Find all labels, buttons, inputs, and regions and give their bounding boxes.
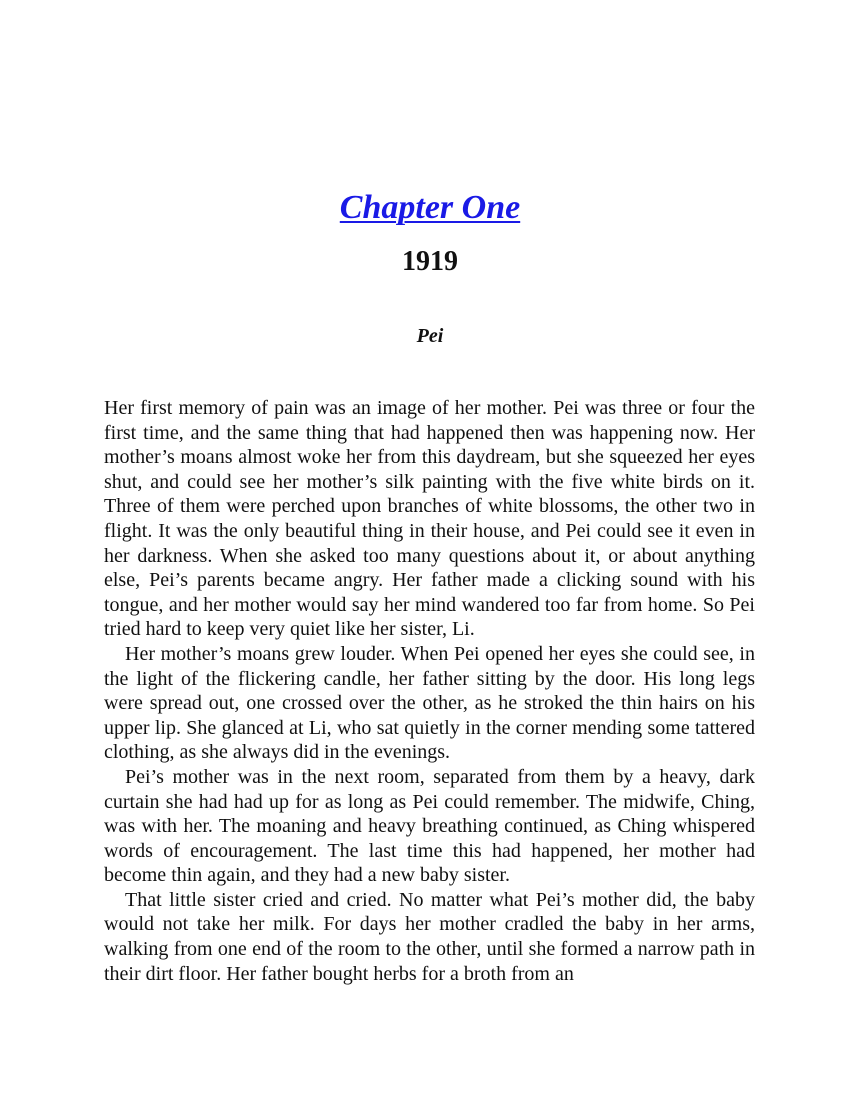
paragraph-4: That little sister cried and cried. No matter what Pei’s mother did, the baby would not take her milk. For days her mother cradled the baby in her arms, walking from one end of the room to the other, until she formed a narrow path in their dirt floor. Her father bought herbs for a broth from an bbox=[104, 888, 755, 985]
chapter-title-link[interactable]: Chapter One bbox=[339, 189, 521, 226]
paragraph-1: Her first memory of pain was an image of her mother. Pei was three or four the first time, and the same thing that had happened then was happening now. Her mother’s moans almost woke her from this daydream, but she squeezed her eyes shut, and could see her mother’s silk painting with the five white birds on it. Three of them were perched upon branches of white blossoms, the other two in flight. It was the only beautiful thing in their house, and Pei could see it even in her darkness. When she asked too many questions about it, or about anything else, Pei’s parents became angry. Her father made a clicking sound with his tongue, and her mother would say her mind wandered too far from home. So Pei tried hard to keep very quiet like her sister, Li. bbox=[104, 397, 755, 641]
paragraph-2: Her mother’s moans grew louder. When Pei opened her eyes she could see, in the light of the flickering candle, her father sitting by the door. His long legs were spread out, one crossed over the other, as he stroked the thin hairs on his upper lip. She glanced at Li, who sat quietly in the corner mending some tattered clothing, as she always did in the evenings. bbox=[104, 642, 755, 764]
paragraph-3: Pei’s mother was in the next room, separated from them by a heavy, dark curtain she had had up for as long as Pei could remember. The midwife, Ching, was with her. The moaning and heavy breathing continued, as Ching whispered words of encouragement. The last time this had happened, her mother had become thin again, and they had a new baby sister. bbox=[104, 765, 755, 887]
chapter-heading bbox=[0, 186, 860, 230]
chapter-year: 1919 bbox=[402, 246, 458, 277]
chapter-body bbox=[104, 396, 755, 986]
pov-character-heading: Pei bbox=[416, 325, 444, 347]
